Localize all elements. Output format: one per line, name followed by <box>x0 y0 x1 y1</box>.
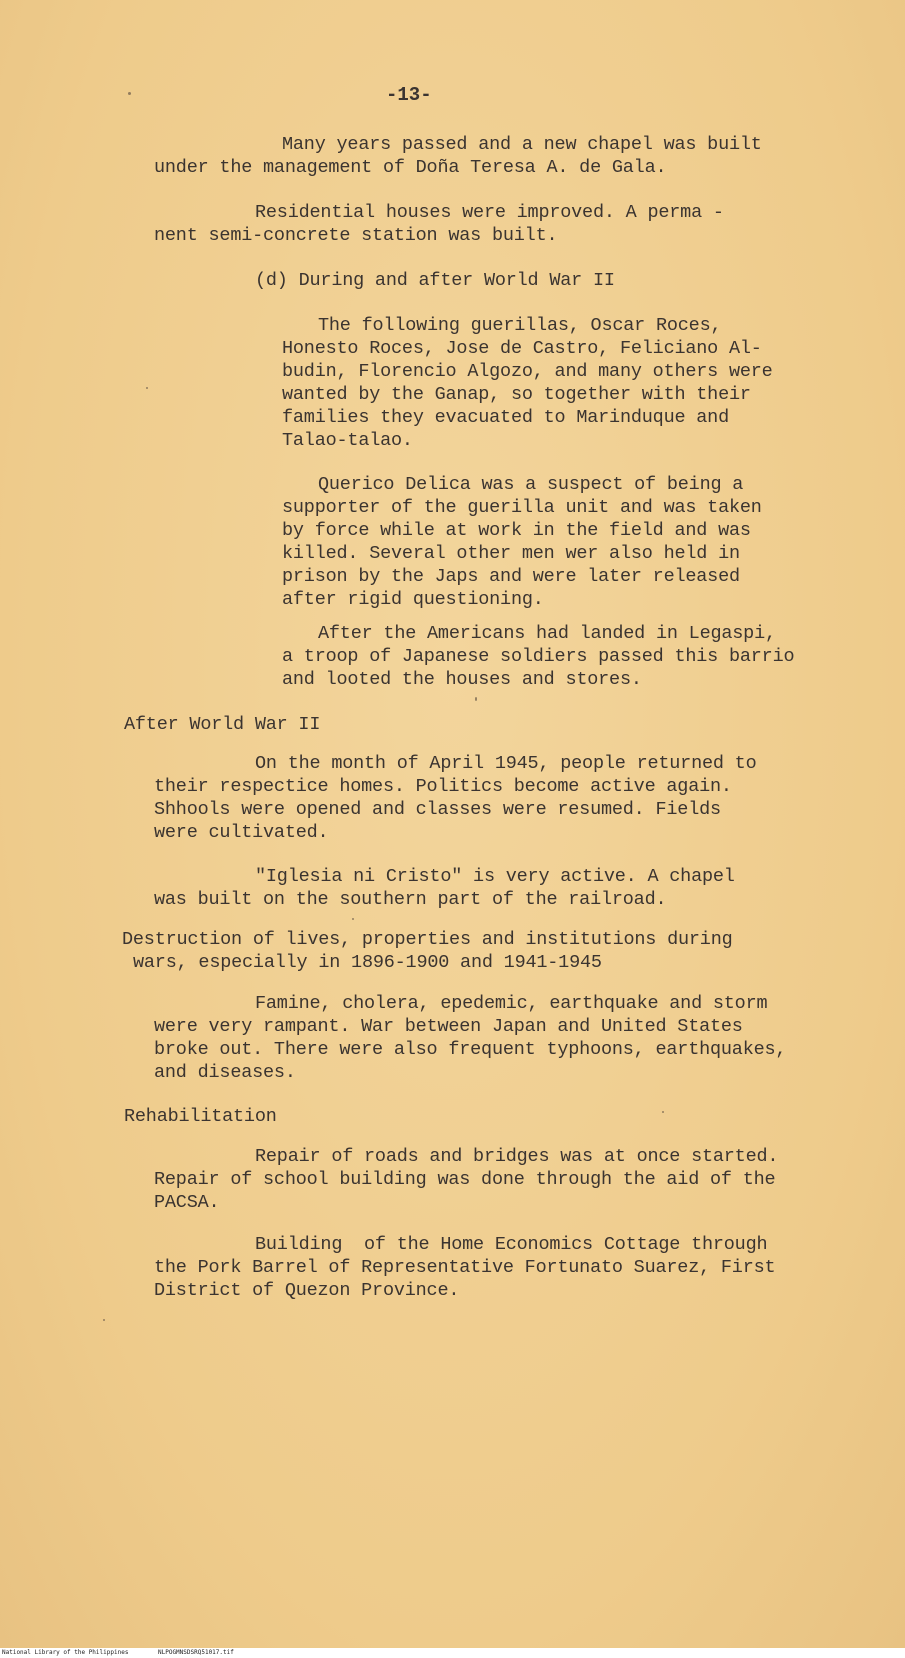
p10-line-1: Building of the Home Economics Cottage through <box>255 1234 768 1255</box>
p10-line-3: District of Quezon Province. <box>154 1280 460 1301</box>
subheading-during-after-ww2: (d) During and after World War II <box>255 270 615 291</box>
paper-speck <box>662 1111 664 1113</box>
footer-library-name: National Library of the Philippines <box>2 1649 129 1656</box>
p3-line-4: wanted by the Ganap, so together with their <box>282 384 751 405</box>
heading-after-ww2: After World War II <box>124 714 321 735</box>
p8-line-3: broke out. There were also frequent typhoons, earthquakes, <box>154 1039 787 1060</box>
p4-line-1: Querico Delica was a suspect of being a <box>318 474 744 495</box>
p2-line-2: nent semi-concrete station was built. <box>154 225 558 246</box>
p5-line-1: After the Americans had landed in Legaspi, <box>318 623 776 644</box>
p9-line-2: Repair of school building was done through the aid of the <box>154 1169 776 1190</box>
p7-line-2: was built on the southern part of the railroad. <box>154 889 667 910</box>
paper-speck <box>103 1319 105 1321</box>
p8-line-2: were very rampant. War between Japan and United States <box>154 1016 743 1037</box>
p3-line-2: Honesto Roces, Jose de Castro, Feliciano Al- <box>282 338 762 359</box>
p3-line-6: Talao-talao. <box>282 430 413 451</box>
p4-line-4: killed. Several other men wer also held in <box>282 543 740 564</box>
p3-line-5: families they evacuated to Marinduque and <box>282 407 729 428</box>
p1-line-2: under the management of Doña Teresa A. de Gala. <box>154 157 667 178</box>
heading-destruction-line-1: Destruction of lives, properties and institutions during <box>122 929 733 950</box>
p6-line-3: Shhools were opened and classes were resumed. Fields <box>154 799 721 820</box>
p3-line-1: The following guerillas, Oscar Roces, <box>318 315 722 336</box>
p8-line-1: Famine, cholera, epedemic, earthquake and storm <box>255 993 768 1014</box>
p5-line-2: a troop of Japanese soldiers passed this barrio <box>282 646 795 667</box>
p4-line-3: by force while at work in the field and was <box>282 520 751 541</box>
p6-line-1: On the month of April 1945, people returned to <box>255 753 757 774</box>
page-number: -13- <box>386 84 432 106</box>
footer-file-name: NLPOGMNSDSRQ51017.tif <box>158 1649 234 1656</box>
paper-speck <box>475 697 477 701</box>
p9-line-1: Repair of roads and bridges was at once started. <box>255 1146 779 1167</box>
p2-line-1: Residential houses were improved. A perma - <box>255 202 724 223</box>
p5-line-3: and looted the houses and stores. <box>282 669 642 690</box>
p8-line-4: and diseases. <box>154 1062 296 1083</box>
p4-line-5: prison by the Japs and were later released <box>282 566 740 587</box>
heading-destruction-line-2: wars, especially in 1896-1900 and 1941-1945 <box>133 952 602 973</box>
paper-speck <box>128 92 131 95</box>
paper-speck <box>352 918 354 920</box>
heading-rehabilitation: Rehabilitation <box>124 1106 277 1127</box>
p6-line-4: were cultivated. <box>154 822 329 843</box>
p1-line-1: Many years passed and a new chapel was built <box>282 134 762 155</box>
p7-line-1: "Iglesia ni Cristo" is very active. A chapel <box>255 866 735 887</box>
p6-line-2: their respectice homes. Politics become active again. <box>154 776 732 797</box>
p10-line-2: the Pork Barrel of Representative Fortunato Suarez, First <box>154 1257 776 1278</box>
p4-line-6: after rigid questioning. <box>282 589 544 610</box>
scan-footer <box>0 1648 905 1658</box>
paper-speck <box>146 387 148 389</box>
p3-line-3: budin, Florencio Algozo, and many others were <box>282 361 773 382</box>
p4-line-2: supporter of the guerilla unit and was taken <box>282 497 762 518</box>
p9-line-3: PACSA. <box>154 1192 220 1213</box>
